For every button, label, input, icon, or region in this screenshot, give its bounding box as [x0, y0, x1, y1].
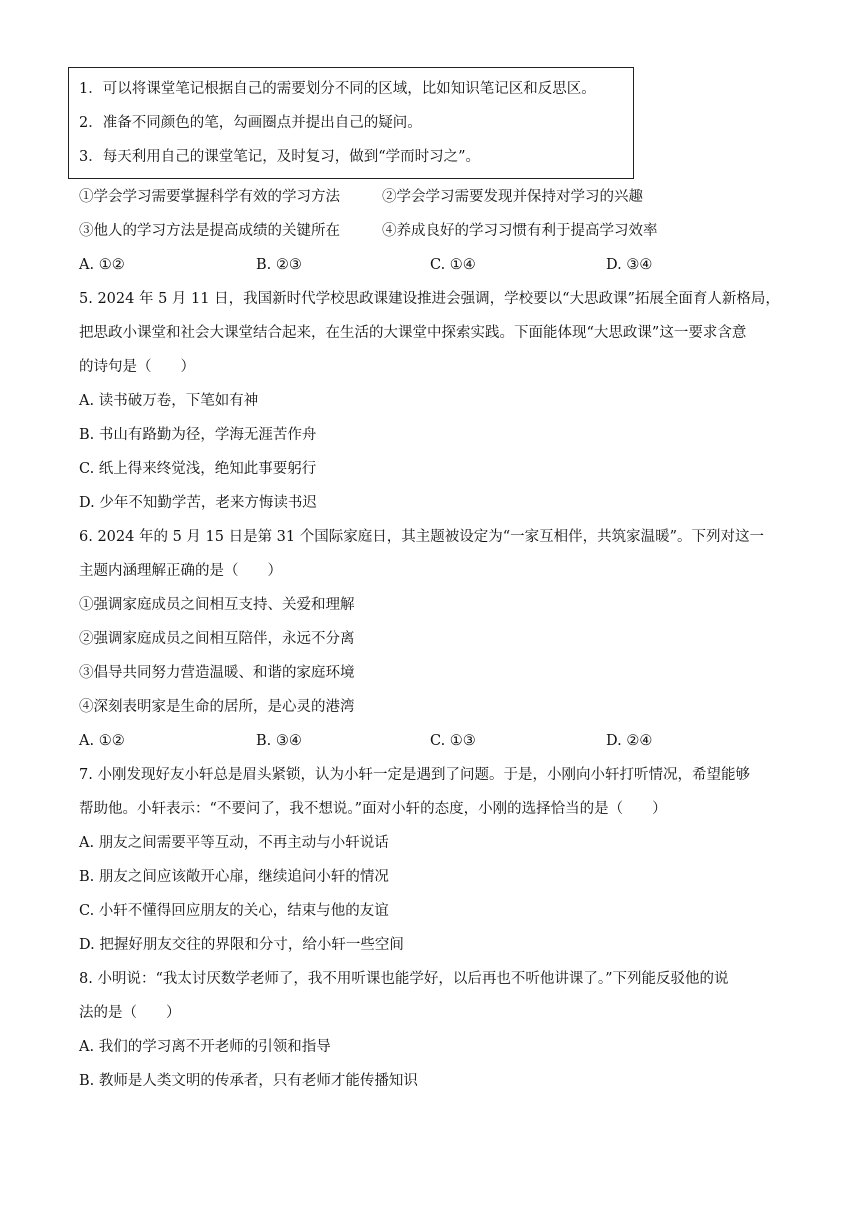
q7-option-b[interactable]: B. 朋友之间应该敞开心扉，继续追问小轩的情况 — [79, 869, 389, 885]
q4-statement-1: ①学会学习需要掌握科学有效的学习方法 — [79, 189, 340, 205]
q5-option-d[interactable]: D. 少年不知勤学苦，老来方悔读书迟 — [79, 495, 317, 511]
q7-stem-line-1: 7. 小刚发现好友小轩总是眉头紧锁，认为小轩一定是遇到了问题。于是，小刚向小轩打听情况，希望能够 — [79, 767, 750, 783]
q8-stem-line-2: 法的是（ ） — [79, 1005, 181, 1021]
q8-option-b[interactable]: B. 教师是人类文明的传承者，只有老师才能传播知识 — [79, 1073, 418, 1089]
q6-option-d[interactable]: D. ②④ — [606, 733, 653, 749]
q5-option-c[interactable]: C. 纸上得来终觉浅，绝知此事要躬行 — [79, 461, 317, 477]
tip-line-1: 1．可以将课堂笔记根据自己的需要划分不同的区域，比如知识笔记区和反思区。 — [79, 81, 596, 97]
q6-statement-1: ①强调家庭成员之间相互支持、关爱和理解 — [79, 597, 355, 613]
q5-option-a[interactable]: A. 读书破万卷，下笔如有神 — [79, 393, 259, 409]
q4-statement-3: ③他人的学习方法是提高成绩的关键所在 — [79, 223, 340, 239]
q6-option-b[interactable]: B. ③④ — [256, 733, 302, 749]
q4-statement-4: ④养成良好的学习习惯有利于提高学习效率 — [382, 223, 658, 239]
q4-option-a[interactable]: A. ①② — [79, 257, 125, 273]
q6-option-c[interactable]: C. ①③ — [430, 733, 476, 749]
q7-stem-line-2: 帮助他。小轩表示：“不要问了，我不想说。”面对小轩的态度，小刚的选择恰当的是（ ） — [79, 801, 667, 817]
q7-option-d[interactable]: D. 把握好朋友交往的界限和分寸，给小轩一些空间 — [79, 937, 404, 953]
q4-statement-2: ②学会学习需要发现并保持对学习的兴趣 — [382, 189, 643, 205]
q6-statement-4: ④深刻表明家是生命的居所，是心灵的港湾 — [79, 699, 355, 715]
q6-statement-3: ③倡导共同努力营造温暖、和谐的家庭环境 — [79, 665, 355, 681]
q5-stem-line-3: 的诗句是（ ） — [79, 359, 195, 375]
q6-option-a[interactable]: A. ①② — [79, 733, 125, 749]
q6-statement-2: ②强调家庭成员之间相互陪伴，永远不分离 — [79, 631, 355, 647]
q7-option-a[interactable]: A. 朋友之间需要平等互动，不再主动与小轩说话 — [79, 835, 389, 851]
q5-option-b[interactable]: B. 书山有路勤为径，学海无涯苦作舟 — [79, 427, 317, 443]
q7-option-c[interactable]: C. 小轩不懂得回应朋友的关心，结束与他的友谊 — [79, 903, 389, 919]
q4-option-b[interactable]: B. ②③ — [256, 257, 302, 273]
tip-line-2: 2．准备不同颜色的笔，勾画圈点并提出自己的疑问。 — [79, 115, 422, 131]
q5-stem-line-1: 5. 2024 年 5 月 11 日，我国新时代学校思政课建设推进会强调，学校要以“大思政课”拓展全面育人新格局， — [79, 291, 780, 307]
q6-stem-line-1: 6. 2024 年的 5 月 15 日是第 31 个国际家庭日，其主题被设定为“一家互相伴，共筑家温暖”。下列对这一 — [79, 529, 765, 545]
q6-stem-line-2: 主题内涵理解正确的是（ ） — [79, 563, 282, 579]
q8-stem-line-1: 8. 小明说：“我太讨厌数学老师了，我不用听课也能学好，以后再也不听他讲课了。”下列能反驳他的说 — [79, 971, 729, 987]
tip-line-3: 3．每天利用自己的课堂笔记，及时复习，做到“学而时习之”。 — [79, 149, 481, 165]
q5-stem-line-2: 把思政小课堂和社会大课堂结合起来，在生活的大课堂中探索实践。下面能体现“大思政课”这一要求含意 — [79, 325, 747, 341]
q4-option-c[interactable]: C. ①④ — [430, 257, 476, 273]
q8-option-a[interactable]: A. 我们的学习离不开老师的引领和指导 — [79, 1039, 331, 1055]
q4-option-d[interactable]: D. ③④ — [606, 257, 653, 273]
